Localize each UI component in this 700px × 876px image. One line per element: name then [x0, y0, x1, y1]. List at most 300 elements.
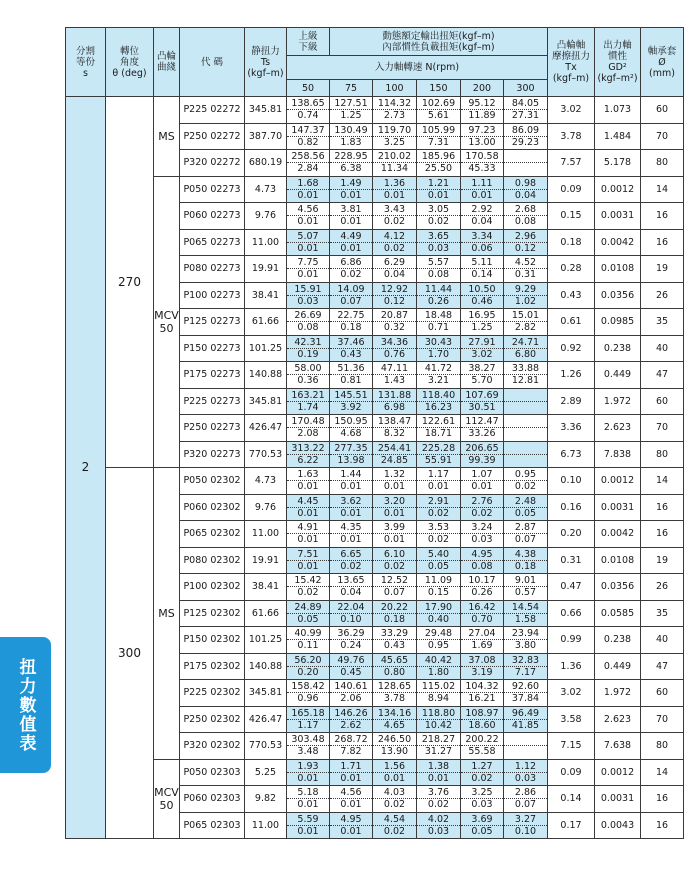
upper-value: 17.90: [417, 602, 460, 614]
torque-value-cell: [417, 812, 461, 839]
torque-value-cell: [504, 600, 548, 627]
bearing-cell: 60: [641, 388, 684, 415]
lower-value: 5.61: [427, 110, 450, 122]
upper-value: 51.36: [330, 363, 372, 375]
upper-value: 218.27: [417, 734, 460, 746]
static-torque-cell: 11.00: [245, 812, 287, 839]
static-torque-cell: 11.00: [245, 521, 287, 548]
upper-value: 118.80: [417, 708, 460, 720]
lower-value: [504, 428, 547, 439]
upper-value: 1.32: [373, 469, 416, 481]
lower-value: 7.17: [514, 666, 537, 678]
lower-value: 55.91: [424, 454, 453, 466]
torque-value-cell: [461, 97, 504, 124]
bearing-cell: 80: [641, 441, 684, 468]
upper-value: 13.65: [330, 575, 372, 587]
inertia-cell: 0.449: [595, 653, 641, 680]
code-cell: P050 02302: [180, 468, 245, 495]
lower-value: 0.74: [297, 110, 319, 122]
torque-value-cell: [504, 627, 548, 654]
upper-value: 22.04: [330, 602, 372, 614]
upper-value: 122.61: [417, 416, 460, 428]
lower-value: 0.01: [297, 216, 319, 228]
torque-value-cell: [417, 362, 461, 389]
upper-value: 36.29: [330, 628, 372, 640]
lower-value: 16.23: [424, 401, 453, 413]
torque-value-cell: [373, 282, 417, 309]
upper-value: 1.44: [330, 469, 372, 481]
upper-value: [504, 151, 547, 163]
header-speed: 150: [417, 80, 461, 97]
lower-value: 12.81: [511, 375, 540, 387]
torque-value-cell: [287, 600, 330, 627]
upper-value: 2.68: [504, 204, 547, 216]
friction-cell: 1.26: [548, 362, 595, 389]
upper-value: 96.49: [504, 708, 547, 720]
static-torque-cell: 770.53: [245, 441, 287, 468]
torque-value-cell: [461, 229, 504, 256]
lower-value: 0.04: [471, 216, 493, 228]
upper-value: 5.59: [287, 814, 329, 826]
static-torque-cell: 770.53: [245, 733, 287, 760]
code-cell: P125 02273: [180, 309, 245, 336]
upper-value: 4.02: [417, 814, 460, 826]
header-speed-title: 入力軸轉速 N(rpm): [287, 56, 548, 80]
torque-value-cell: [461, 176, 504, 203]
torque-value-cell: [461, 574, 504, 601]
inertia-cell: 0.0108: [595, 256, 641, 283]
bearing-cell: 70: [641, 123, 684, 150]
lower-value: 0.14: [471, 269, 493, 281]
lower-value: 0.01: [383, 481, 406, 493]
header-dynamic-title: 動態額定輸出扭矩(kgf–m) 內部慣性負載扭矩(kgf–m): [330, 28, 548, 56]
lower-value: 0.01: [427, 481, 450, 493]
torque-value-cell: [287, 786, 330, 813]
table-row: [66, 97, 684, 124]
torque-value-cell: [504, 256, 548, 283]
lower-value: 0.01: [297, 534, 319, 546]
upper-value: 206.65: [461, 443, 503, 455]
torque-value-cell: [417, 229, 461, 256]
torque-value-cell: [330, 256, 373, 283]
upper-value: 1.63: [287, 469, 329, 481]
torque-value-cell: [330, 653, 373, 680]
upper-value: 3.76: [417, 787, 460, 799]
upper-value: 4.54: [373, 814, 416, 826]
torque-value-cell: [417, 441, 461, 468]
upper-value: 3.34: [461, 231, 503, 243]
lower-value: [504, 402, 547, 413]
lower-value: 0.02: [427, 507, 450, 519]
upper-value: 22.75: [330, 310, 372, 322]
header-speed: 75: [330, 80, 373, 97]
torque-value-cell: [373, 680, 417, 707]
inertia-cell: 0.0108: [595, 547, 641, 574]
upper-value: 3.62: [330, 496, 372, 508]
lower-value: 3.48: [297, 746, 319, 758]
friction-cell: 3.02: [548, 97, 595, 124]
torque-value-cell: [373, 574, 417, 601]
torque-value-cell: [461, 468, 504, 495]
bearing-cell: 70: [641, 706, 684, 733]
torque-value-cell: [287, 362, 330, 389]
torque-value-cell: [504, 680, 548, 707]
upper-value: 138.47: [373, 416, 416, 428]
upper-value: 27.04: [461, 628, 503, 640]
upper-value: 118.40: [417, 390, 460, 402]
torque-value-cell: [287, 282, 330, 309]
torque-value-cell: [287, 256, 330, 283]
torque-value-cell: [287, 97, 330, 124]
upper-value: 140.61: [330, 681, 372, 693]
header-speed: 300: [504, 80, 548, 97]
lower-value: 45.33: [468, 163, 496, 175]
friction-cell: 6.73: [548, 441, 595, 468]
lower-value: 2.84: [297, 163, 319, 175]
upper-value: 105.99: [417, 125, 460, 137]
upper-value: 2.91: [417, 496, 460, 508]
torque-value-cell: [417, 468, 461, 495]
upper-value: 33.29: [373, 628, 416, 640]
lower-value: 0.18: [514, 560, 537, 572]
torque-value-cell: [330, 123, 373, 150]
lower-value: [504, 455, 547, 466]
upper-value: 165.18: [287, 708, 329, 720]
code-cell: P050 02303: [180, 759, 245, 786]
torque-value-cell: [373, 388, 417, 415]
lower-value: 0.07: [340, 295, 362, 307]
lower-value: 0.03: [514, 772, 537, 784]
code-cell: P250 02273: [180, 415, 245, 442]
upper-value: 3.69: [461, 814, 503, 826]
lower-value: 3.80: [514, 640, 537, 652]
upper-value: 86.09: [504, 125, 547, 137]
torque-value-cell: [504, 733, 548, 760]
bearing-cell: 16: [641, 203, 684, 230]
bearing-cell: 14: [641, 759, 684, 786]
upper-value: 163.21: [287, 390, 329, 402]
torque-value-cell: [461, 786, 504, 813]
torque-value-cell: [373, 706, 417, 733]
torque-value-cell: [461, 733, 504, 760]
upper-value: 3.20: [373, 496, 416, 508]
code-cell: P060 02273: [180, 203, 245, 230]
lower-value: 0.40: [427, 613, 450, 625]
upper-value: 24.71: [504, 337, 547, 349]
lower-value: 0.01: [340, 799, 362, 811]
torque-value-cell: [330, 150, 373, 177]
upper-value: 20.87: [373, 310, 416, 322]
static-torque-cell: 19.91: [245, 547, 287, 574]
table-row: [66, 176, 684, 203]
lower-value: 0.20: [297, 666, 319, 678]
lower-value: 0.03: [297, 295, 319, 307]
torque-value-cell: [504, 812, 548, 839]
static-torque-cell: 9.76: [245, 494, 287, 521]
torque-value-cell: [461, 415, 504, 442]
upper-value: 128.65: [373, 681, 416, 693]
upper-value: 56.20: [287, 655, 329, 667]
lower-value: 0.31: [514, 269, 537, 281]
friction-cell: 0.99: [548, 627, 595, 654]
torque-value-cell: [504, 203, 548, 230]
upper-value: 9.29: [504, 284, 547, 296]
torque-value-cell: [287, 441, 330, 468]
bearing-cell: 40: [641, 335, 684, 362]
upper-value: 146.26: [330, 708, 372, 720]
torque-value-cell: [504, 468, 548, 495]
upper-value: 2.48: [504, 496, 547, 508]
upper-value: 0.95: [504, 469, 547, 481]
lower-value: 0.95: [427, 640, 450, 652]
static-torque-cell: 38.41: [245, 574, 287, 601]
friction-cell: 0.09: [548, 176, 595, 203]
upper-value: 170.48: [287, 416, 329, 428]
inertia-cell: 0.0012: [595, 176, 641, 203]
lower-value: 0.01: [297, 772, 319, 784]
code-cell: P250 02272: [180, 123, 245, 150]
lower-value: 0.57: [514, 587, 537, 599]
torque-value-cell: [504, 521, 548, 548]
lower-value: 2.73: [383, 110, 406, 122]
lower-value: 1.83: [340, 136, 362, 148]
upper-value: 5.18: [287, 787, 329, 799]
torque-value-cell: [330, 97, 373, 124]
lower-value: 0.04: [383, 269, 406, 281]
inertia-cell: 0.449: [595, 362, 641, 389]
lower-value: 3.25: [383, 136, 406, 148]
upper-value: 37.08: [461, 655, 503, 667]
upper-value: 4.12: [373, 231, 416, 243]
friction-cell: 0.20: [548, 521, 595, 548]
header-inertia: 出力軸 慣性 GD² (kgf–m²): [595, 28, 641, 97]
lower-value: 3.92: [340, 401, 362, 413]
lower-value: 0.01: [297, 242, 319, 254]
bearing-cell: 26: [641, 282, 684, 309]
bearing-cell: 60: [641, 680, 684, 707]
upper-value: 246.50: [373, 734, 416, 746]
lower-value: 29.23: [511, 136, 540, 148]
torque-value-cell: [373, 812, 417, 839]
lower-value: 0.01: [340, 507, 362, 519]
static-torque-cell: 4.73: [245, 468, 287, 495]
inertia-cell: 1.073: [595, 97, 641, 124]
table-body: [66, 97, 684, 839]
torque-value-cell: [330, 680, 373, 707]
upper-value: 303.48: [287, 734, 329, 746]
torque-value-cell: [504, 574, 548, 601]
upper-value: 4.03: [373, 787, 416, 799]
upper-value: 1.93: [287, 761, 329, 773]
torque-value-cell: [287, 415, 330, 442]
upper-value: 41.72: [417, 363, 460, 375]
torque-value-cell: [417, 627, 461, 654]
static-torque-cell: 680.19: [245, 150, 287, 177]
upper-value: 27.91: [461, 337, 503, 349]
upper-value: 2.86: [504, 787, 547, 799]
lower-value: 55.58: [468, 746, 496, 758]
lower-value: 24.85: [380, 454, 409, 466]
upper-value: 108.97: [461, 708, 503, 720]
upper-value: 16.42: [461, 602, 503, 614]
lower-value: 6.22: [297, 454, 319, 466]
upper-value: 6.10: [373, 549, 416, 561]
lower-value: 0.05: [471, 825, 493, 837]
upper-value: 11.44: [417, 284, 460, 296]
lower-value: 0.01: [383, 772, 406, 784]
lower-value: 1.58: [514, 613, 537, 625]
upper-value: 3.53: [417, 522, 460, 534]
torque-value-cell: [417, 574, 461, 601]
upper-value: 3.81: [330, 204, 372, 216]
bearing-cell: 80: [641, 150, 684, 177]
lower-value: 25.50: [424, 163, 453, 175]
torque-value-cell: [287, 176, 330, 203]
torque-value-cell: [461, 680, 504, 707]
torque-value-cell: [287, 494, 330, 521]
torque-value-cell: [287, 812, 330, 839]
lower-value: 7.31: [427, 136, 450, 148]
lower-value: 2.08: [297, 428, 319, 440]
lower-value: 0.02: [427, 799, 450, 811]
torque-value-cell: [330, 468, 373, 495]
torque-value-cell: [417, 388, 461, 415]
lower-value: 13.00: [468, 136, 496, 148]
code-cell: P125 02302: [180, 600, 245, 627]
lower-value: 0.02: [471, 507, 493, 519]
code-cell: P225 02302: [180, 680, 245, 707]
lower-value: 0.71: [427, 322, 450, 334]
torque-value-cell: [504, 282, 548, 309]
torque-value-cell: [287, 309, 330, 336]
torque-value-cell: [417, 97, 461, 124]
upper-value: 3.65: [417, 231, 460, 243]
torque-value-cell: [504, 786, 548, 813]
lower-value: 0.01: [297, 269, 319, 281]
torque-table: [65, 27, 684, 839]
inertia-cell: 0.0042: [595, 521, 641, 548]
static-torque-cell: 426.47: [245, 706, 287, 733]
code-cell: P150 02302: [180, 627, 245, 654]
lower-value: 37.84: [511, 693, 540, 705]
torque-value-cell: [287, 733, 330, 760]
lower-value: 0.01: [340, 189, 362, 201]
torque-value-cell: [504, 759, 548, 786]
lower-value: 0.01: [297, 507, 319, 519]
bearing-cell: 16: [641, 786, 684, 813]
torque-value-cell: [461, 150, 504, 177]
torque-value-cell: [461, 282, 504, 309]
torque-value-cell: [417, 600, 461, 627]
upper-value: 210.02: [373, 151, 416, 163]
upper-value: [504, 734, 547, 746]
upper-value: 0.98: [504, 178, 547, 190]
upper-value: 185.96: [417, 151, 460, 163]
upper-value: 15.42: [287, 575, 329, 587]
lower-value: 0.02: [427, 216, 450, 228]
upper-value: 15.01: [504, 310, 547, 322]
static-torque-cell: 345.81: [245, 97, 287, 124]
friction-cell: 0.14: [548, 786, 595, 813]
lower-value: 0.01: [383, 189, 406, 201]
torque-value-cell: [461, 759, 504, 786]
upper-value: 115.02: [417, 681, 460, 693]
static-torque-cell: 9.76: [245, 203, 287, 230]
lower-value: 0.80: [383, 666, 406, 678]
lower-value: 0.08: [427, 269, 450, 281]
bearing-cell: 19: [641, 256, 684, 283]
lower-value: 6.98: [383, 401, 406, 413]
torque-value-cell: [373, 256, 417, 283]
upper-value: 138.65: [287, 98, 329, 110]
inertia-cell: 1.972: [595, 680, 641, 707]
upper-value: 1.21: [417, 178, 460, 190]
upper-value: 18.48: [417, 310, 460, 322]
bearing-cell: 47: [641, 362, 684, 389]
cam-cell: MCV 50: [154, 176, 180, 468]
torque-value-cell: [287, 759, 330, 786]
code-cell: P065 02302: [180, 521, 245, 548]
inertia-cell: 0.238: [595, 627, 641, 654]
torque-value-cell: [417, 150, 461, 177]
upper-value: 15.91: [287, 284, 329, 296]
upper-value: 6.65: [330, 549, 372, 561]
upper-value: 11.09: [417, 575, 460, 587]
lower-value: [504, 163, 547, 174]
upper-value: 1.27: [461, 761, 503, 773]
torque-value-cell: [373, 176, 417, 203]
upper-value: 114.32: [373, 98, 416, 110]
bearing-cell: 35: [641, 309, 684, 336]
lower-value: 3.21: [427, 375, 450, 387]
inertia-cell: 0.0043: [595, 812, 641, 839]
torque-value-cell: [504, 362, 548, 389]
inertia-cell: 2.623: [595, 706, 641, 733]
upper-value: 4.95: [330, 814, 372, 826]
torque-value-cell: [461, 309, 504, 336]
torque-value-cell: [461, 627, 504, 654]
torque-value-cell: [417, 123, 461, 150]
torque-value-cell: [330, 282, 373, 309]
torque-value-cell: [287, 335, 330, 362]
bearing-cell: 14: [641, 176, 684, 203]
static-torque-cell: 61.66: [245, 309, 287, 336]
upper-value: 10.50: [461, 284, 503, 296]
friction-cell: 7.15: [548, 733, 595, 760]
torque-value-cell: [504, 494, 548, 521]
header-speed: 50: [287, 80, 330, 97]
upper-value: 29.48: [417, 628, 460, 640]
inertia-cell: 0.0042: [595, 229, 641, 256]
inertia-cell: 7.638: [595, 733, 641, 760]
upper-value: 49.76: [330, 655, 372, 667]
lower-value: 0.01: [297, 189, 319, 201]
lower-value: 0.01: [471, 481, 493, 493]
static-torque-cell: 4.73: [245, 176, 287, 203]
lower-value: 0.02: [383, 216, 406, 228]
upper-value: 26.69: [287, 310, 329, 322]
header-angle: 轉位 角度 θ (deg): [106, 28, 154, 97]
friction-cell: 0.17: [548, 812, 595, 839]
lower-value: 0.02: [471, 772, 493, 784]
lower-value: 31.27: [424, 746, 453, 758]
torque-value-cell: [461, 521, 504, 548]
upper-value: 40.42: [417, 655, 460, 667]
torque-value-cell: [287, 521, 330, 548]
lower-value: 0.02: [383, 242, 406, 254]
torque-value-cell: [330, 388, 373, 415]
upper-value: 58.00: [287, 363, 329, 375]
